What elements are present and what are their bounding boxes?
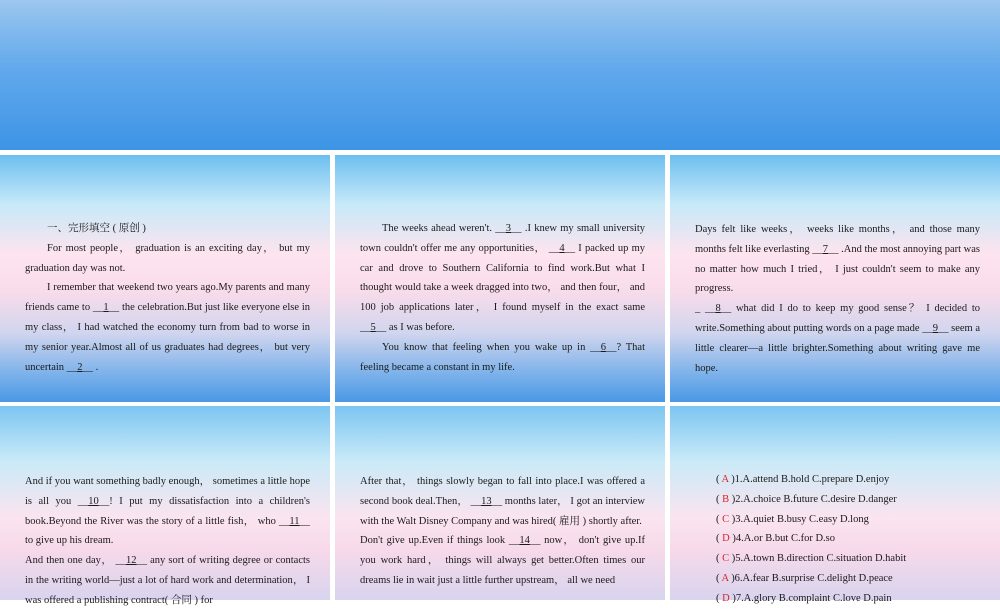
paragraph: Days felt like weeks， weeks like months， and those many months felt like everlasting __7__ .And the most annoying part was no matter how much I tried， I just couldn't seem to make any progress. bbox=[695, 224, 980, 295]
paragraph: Don't give up.Even if things look __14__ now， don't give up.If you work hard， things will always get better.Often times our dreams lie in wait just a little further upstream， all we need bbox=[360, 535, 646, 586]
paragraph: After that， things slowly began to fall into place.I was offered a second book deal.Then， __13__ months later， I got an interview with the Walt Disney Company and was hired( 雇用 ) shortly after. bbox=[360, 476, 645, 527]
answer-row: ( A )1.A.attend B.hold C.prepare D.enjoy bbox=[716, 474, 890, 485]
blank-number: 7 bbox=[822, 243, 829, 255]
blank-number: 9 bbox=[932, 322, 938, 334]
answer-row: ( D )4.A.or B.but C.for D.so bbox=[716, 533, 836, 545]
answer-letter: A bbox=[721, 474, 729, 485]
paragraph: And if you want something badly enough， sometimes a little hope is all you __10__! I put my dissatisfaction into a children's book.Beyond the River was the story of a little fish， who __11__ to give up his dream. bbox=[25, 476, 311, 547]
title-banner bbox=[0, 0, 1000, 150]
blank-number: 14 bbox=[519, 535, 530, 547]
answer-letter: B bbox=[722, 493, 730, 505]
paragraph: And then one day， __12__ any sort of writing degree or contacts in the writing world—just a lot of hard work and determination， I was offered a publishing contract( 合同 ) for bbox=[25, 555, 310, 606]
blank-number: 4 bbox=[559, 242, 565, 254]
section-title: 一、完形填空 ( 原创 ) bbox=[47, 223, 146, 234]
blank-number: 1 bbox=[103, 302, 109, 314]
blank-number: 2 bbox=[77, 361, 83, 373]
blank-number: 12 bbox=[126, 555, 137, 567]
blank-number: 11 bbox=[289, 515, 300, 527]
answer-letter: C bbox=[722, 513, 730, 525]
slide-thumbnail-5[interactable] bbox=[335, 406, 665, 600]
answer-row: ( C )5.A.town B.direction C.situation D.habit bbox=[716, 553, 907, 565]
paragraph: You know that feeling when you wake up in __6__? That feeling became a constant in my life. bbox=[360, 341, 645, 373]
blank-number: 10 bbox=[88, 495, 99, 507]
answer-letter: C bbox=[722, 553, 730, 565]
paragraph: The weeks ahead weren't. __3__ .I knew my small university town couldn't offer me any opportunities， __4__ I packed up my car and drove to Southern California to find work.But what I thought would take a week dragged into two， and then four， and 100 job applications later， I found myself in the exact same __5__ as I was before. bbox=[360, 223, 645, 333]
answer-letter: D bbox=[722, 533, 730, 545]
blank-number: 3 bbox=[505, 223, 512, 234]
answer-letter: A bbox=[721, 572, 729, 584]
paragraph: _ __8__ what did I do to keep my good sense？ I decided to write.Something about putting words on a page made __9__ seem a little clearer—a little brighter.Something about writing gave me hope. bbox=[695, 303, 980, 374]
answer-list bbox=[716, 470, 906, 609]
blank-number: 8 bbox=[715, 303, 721, 315]
passage-text bbox=[360, 472, 645, 591]
slide-thumbnail-2[interactable] bbox=[335, 155, 665, 402]
paragraph: For most people， graduation is an exciting day， but my graduation day was not. bbox=[25, 242, 310, 274]
slide-thumbnail-3[interactable] bbox=[670, 155, 1000, 402]
blank-number: 13 bbox=[481, 495, 492, 507]
answer-row: ( A )6.A.fear B.surprise C.delight D.peace bbox=[716, 572, 893, 584]
answer-letter: D bbox=[722, 592, 730, 604]
answer-row: ( D )7.A.glory B.complaint C.love D.pain bbox=[716, 592, 892, 604]
blank-number: 6 bbox=[600, 341, 606, 353]
passage-text bbox=[360, 219, 645, 377]
passage-text bbox=[25, 219, 310, 377]
slide-thumbnail-1[interactable] bbox=[0, 155, 330, 402]
passage-text bbox=[25, 472, 310, 611]
paragraph: I remember that weekend two years ago.My parents and many friends came to __1__ the celebration.But just like everyone else in my class， I had watched the economy turn from bad to worse in my senior year.Almost all of us graduates had degrees， but very uncertain __2__ . bbox=[25, 282, 310, 373]
passage-text bbox=[695, 220, 980, 378]
answer-row: ( C )3.A.quiet B.busy C.easy D.long bbox=[716, 513, 869, 525]
slide-thumbnail-6[interactable] bbox=[670, 406, 1000, 604]
blank-number: 5 bbox=[370, 321, 376, 333]
answer-row: ( B )2.A.choice B.future C.desire D.danger bbox=[716, 493, 897, 505]
slide-thumbnail-4[interactable] bbox=[0, 406, 330, 606]
